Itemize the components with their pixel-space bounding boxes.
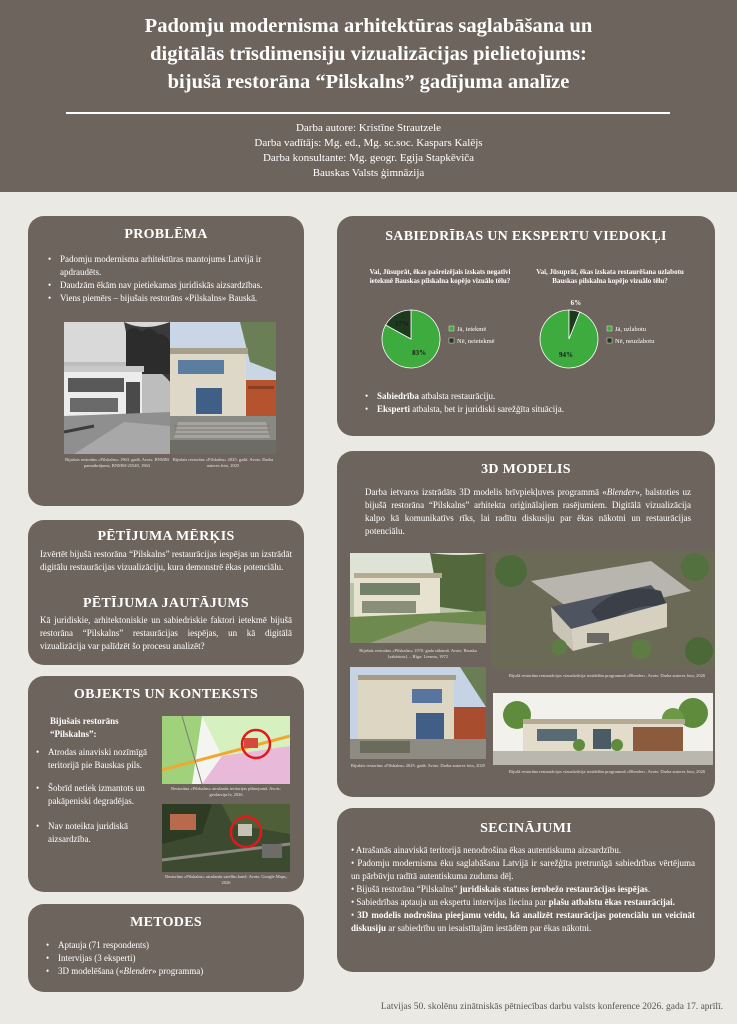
methods-list [44,939,294,978]
question-text: Kā juridiskie, arhitektoniskie un sabiedriskie faktori ietekmē bijušā restorāna “Pilskalns” restaurācijas iespējas, un kā digitālā vizualizācija var palīdzēt šo procesu analizēt? [40,615,292,651]
conclusion-item: • Bijušā restorāna “Pilskalns” juridiskais statuss ierobežo restaurācijas iespējas. [351,884,651,894]
opinion-item-public: • Sabiedrība atbalsta restaurāciju. [363,390,701,403]
model-title: 3D MODELIS [481,462,571,477]
building-1970-photo [350,553,486,643]
aim-text: Izvērtēt bijušā restorāna “Pilskalns” restaurācijas iespējas un izstrādāt digitālu restaurācijas vizualizāciju, kura demonstrē ēkas potenciālu. [40,549,292,572]
render-aerial [491,551,715,669]
opinions-panel [337,216,715,436]
object-title: OBJEKTS UN KONTEKSTS [73,687,259,702]
satellite-map-caption: Restorāns «Pilskalns» atrašanās satelītu kartē. Avots: Google Maps, 2026 [165,874,287,885]
pie-label-1: 83% [412,349,427,358]
conclusions-text [351,844,695,935]
object-item: • Šobrīd netiek izmantots un pakāpeniski degradējas. [34,782,158,808]
question-title: PĒTĪJUMA JAUTĀJUMS [82,596,250,611]
method-item: • 3D modelēšana («Blender» programma) [44,965,294,978]
conclusions-panel [337,808,715,972]
render-facade-caption: Bijušā restorāna restaurācijas vizualizācija izstrādāta programmā «Blender». Avots: Darba autores foto, 2026 [508,769,706,774]
conference-footer: Latvijas 50. skolēnu zinātniskās pētniecības darbu valsts konference 2026. gada 17. aprīlī. [380,1002,723,1012]
pie-label-2: 6% [570,299,582,308]
old-building-photo [64,322,170,454]
opinions-list [363,390,701,416]
problem-list [46,253,290,305]
chart2-question: Vai, Jūsuprāt, ēkas izskata restaurēšana uzlabotu Bauskas pilskalna kopējo vizuālo tēlu? [536,268,684,285]
authors-block [0,121,737,181]
object-item: • Nav noteikta juridiskā aizsardzība. [34,820,158,846]
pie-label-1: 94% [559,351,574,360]
building-2025-caption: Bijušais restorāns «Pilskalns» 2025. gadā. Avots: Darba autores foto, 2025 [350,763,486,768]
legend-label-2: Nē, neietekmē [457,338,495,345]
method-item: • Intervijas (3 eksperti) [44,952,294,965]
current-building-photo [170,322,276,454]
title-line-3: bijušā restorāna “Pilskalns” gadījuma analīze [167,71,570,93]
problem-panel [28,216,304,506]
conclusion-item: • Padomju modernisma ēku saglabāšana Latvijā ir sarežģīta pretrunīgā sabiedrības vērtējuma un pārbūvju radītā autentiskuma zuduma dēļ. [351,858,695,881]
render-facade [493,693,713,765]
author: Darba autore: Kristīne Strautzele [295,122,442,134]
problem-item: • Daudzām ēkām nav pietiekamas juridiskās aizsardzības. [46,279,290,292]
poster-title [20,12,717,96]
legend-swatch-1 [607,326,612,331]
legend-label-1: Jā, uzlabotu [615,326,647,333]
legend-swatch-2 [607,338,612,343]
satellite-map [162,804,290,872]
planning-map [162,716,290,784]
opinions-title: SABIEDRĪBAS UN EKSPERTU VIEDOKĻI [385,229,667,244]
school: Bauskas Valsts ģimnāzija [312,167,425,179]
object-list [34,746,158,846]
building-2025-photo [350,667,486,759]
aim-title: PĒTĪJUMA MĒRĶIS [97,529,235,544]
methods-title: METODES [130,915,202,930]
conclusion-item: • 3D modelis nodrošina pieejamu veidu, kā analizēt restaurācijas potenciālu un veicināt diskusiju ar sabiedrību un iesaistītajām iestādēm par ēkas nākotni. [351,910,695,933]
problem-item: • Viens piemērs – bijušais restorāns «Pilskalns» Bauskā. [46,292,290,305]
conclusion-item: • Sabiedrības aptauja un ekspertu intervijas liecina par plašu atbalstu ēkas restaurācijai. [351,897,675,907]
pie-label-2: 17% [394,320,409,329]
current-photo-caption: Bijušais restorāns «Pilskalns» 2025. gadā. Avots: Darba autores foto, 2025 [172,457,274,468]
chart1-question: Vai, Jūsuprāt, ēkas pašreizējais izskats negatīvi ietekmē Bauskas pilskalna kopējo vizuālo tēlu? [369,268,511,285]
building-1970-caption: Bijušais restorāns «Pilskalns» 1970. gada sākumā. Avots: Bauska [sakārtots]. – Rīga: Liesma, 1972 [359,648,477,659]
object-panel [28,676,304,892]
render-aerial-caption: Bijušā restorāna restaurācijas vizualizācija izstrādāta programmā «Blender». Avots: Darba autores foto, 2026 [508,673,706,678]
header [0,0,737,192]
research-aim-panel [28,520,304,665]
planning-map-caption: Restorāna «Pilskalns» atrašanās teritorijas plānojumā. Avots: geolatvija.lv, 2026 [171,786,281,797]
conclusion-item: • Atrašanās ainaviskā teritorijā nenodrošina ēkas autentiskuma aizsardzību. [351,845,622,855]
object-subtitle: Bijušais restorāns “Pilskalns”: [50,716,119,739]
method-item: • Aptauja (71 respondents) [44,939,294,952]
title-divider [66,112,670,114]
title-line-1: Padomju modernisma arhitektūras saglabāšana un [144,15,593,37]
model-text: Darba ietvaros izstrādāts 3D modelis brīvpiekļuves programmā «Blender», balstoties uz bijušā restorāna “Pilskalns” arhitekta oriģinālajiem rasējumiem. Digitālā vizualizācija kalpo kā komunikatīvs rīks, lai radītu diskusiju par ēkas nākotni un restaurācijas potenciālu. [365,487,691,536]
title-line-2: digitālās trīsdimensiju vizualizācijas pielietojums: [150,43,587,65]
survey-pie-chart-2 [539,299,689,371]
legend-label-1: Jā, ietekmē [457,326,487,333]
conclusions-title: SECINĀJUMI [480,821,572,836]
legend-label-2: Nē, neuzlabotu [615,338,655,345]
opinion-item-experts: • Eksperti atbalsta, bet ir juridiski sarežģīta situācija. [363,403,701,416]
model-panel [337,451,715,797]
consultant: Darba konsultante: Mg. geogr. Egija Stapkēviča [262,152,475,164]
methods-panel [28,904,304,992]
legend-swatch-1 [449,326,454,331]
legend-swatch-2 [449,338,454,343]
problem-title: PROBLĒMA [124,227,208,242]
old-photo-caption: Bijušais restorāns «Pilskalns» 1963. gadā. Avots: BNMM pamatkrājums, BNMM-25540, 1963 [65,457,169,468]
object-item: • Atrodas ainaviski nozīmīgā teritorijā pie Bauskas pils. [34,746,158,772]
supervisor: Darba vadītājs: Mg. ed., Mg. sc.soc. Kaspars Kalējs [254,137,483,149]
problem-item: • Padomju modernisma arhitektūras mantojums Latvijā ir apdraudēts. [46,253,290,279]
survey-pie-chart-1 [381,307,517,371]
